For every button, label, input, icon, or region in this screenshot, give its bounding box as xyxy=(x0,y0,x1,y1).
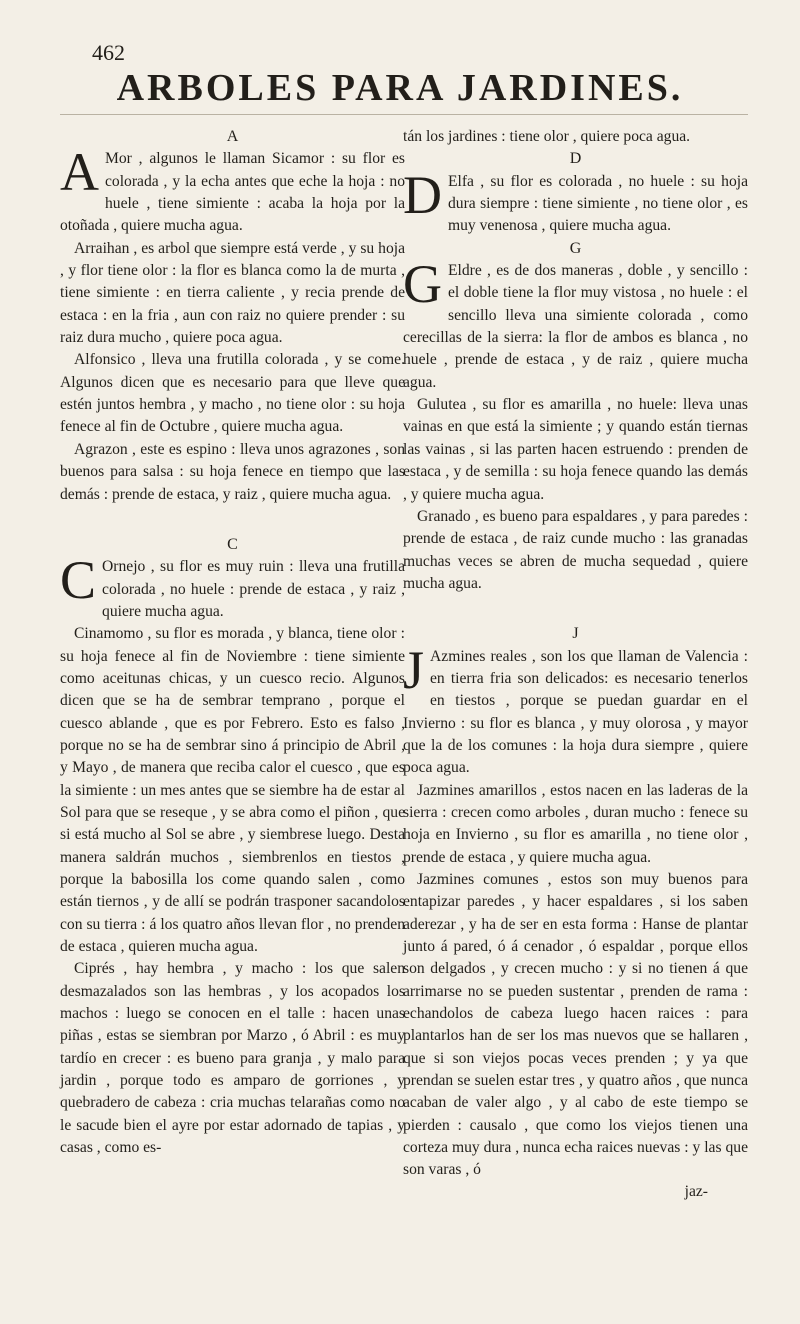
right-column xyxy=(403,126,748,1202)
entry-gulutea: Gulutea , su flor es amarilla , no huele: lleva unas vainas en que está la simiente ; y quando están tiernas las vainas , si las parten hacen estruendo : prenden de estaca , y de semilla : su hoja fenece quando las demás , y quiere mucha agua. xyxy=(403,396,748,503)
entry-amor: A Mor , algunos le llaman Sicamor : su flor es colorada , y la echa antes que eche la hoja : no huele , tiene simiente : acaba la hoja por la otoñada , quiere mucha agua. xyxy=(60,142,405,235)
entry-cornejo: C Ornejo , su flor es muy ruin : lleva una frutilla colorada , no huele : prende de estaca , y raiz , quiere mucha agua. xyxy=(60,550,405,620)
section-letter-a: A xyxy=(226,128,239,145)
entry-alfonsico: Alfonsico , lleva una frutilla colorada , y se come. Algunos dicen que es necesario para que lleve que estén juntos hembra , y macho , no tiene olor : su hoja fenece al fin de Octubre , quiere mucha agua. xyxy=(60,351,405,436)
header-rule xyxy=(60,114,748,115)
entry-arraihan: Arraihan , es arbol que siempre está verde , y su hoja , y flor tiene olor : la flor es blanca como la de murta , tiene simiente : en tierra caliente , y recia prende de estaca : en la fria , aun con raiz no quiere prender : su raiz dura mucho , quiere poca agua. xyxy=(60,239,405,347)
dropcap-j: J xyxy=(403,639,425,700)
section-letter-c: C xyxy=(227,535,238,553)
dropcap-a: A xyxy=(60,142,99,203)
entry-geldre: G Eldre , es de dos maneras , doble , y sencillo : el doble tiene la flor muy vistosa , no huele : el sencillo lleva una simiente colorada , como cerecillas de la sierra: la flor de ambos es blanca , no huele , prende de estaca , y de raiz , quiere mucha agua. xyxy=(403,254,748,391)
entry-granado: Granado , es bueno para espaldares , y para paredes : prende de estaca , de raiz cunde mucho : las granadas muchas veces se abren de mucha sequedad , quiere mucha agua. xyxy=(403,507,748,592)
entry-agrazon: Agrazon , este es espino : lleva unos agrazones , son buenos para salsa : su hoja fenece en tiempo que las demás : prende de estaca, y raiz , quiere mucha agua. xyxy=(60,440,405,503)
section-letter-g: G xyxy=(569,239,582,257)
catchword: jaz- xyxy=(684,1182,708,1200)
entry-delfa: D Elfa , su flor es colorada , no huele : su hoja dura siempre : tiene simiente , no tiene olor , es muy venenosa , quiere mucha agua. xyxy=(403,164,748,235)
entry-jazmines-comunes: Jazmines comunes , estos son muy buenos para entapizar paredes , y hacer espaldares , si los saben aderezar , y ha de ser en esta forma : Hanse de plantar junto á pared, ó á cenador , ó espaldar , porque ellos son delgados , y crecen mucho : y si no tienen á que arrimarse no se pueden sustentar , prenden de rama : echandolos de cabeza luego hacen raices : para plantarlos han de ser los mas nuevos que se hallaren , que si son viejos pocas veces prenden ; y ya que prendan se suelen estar tres , y quatro años , que nunca acaban de valer algo , y al cabo de este tiempo se pierden : causalo , que como los viejos tienen una corteza muy dura , nunca echa raices nuevas : y las que son varas , ó xyxy=(403,871,748,1179)
dropcap-g: G xyxy=(403,254,442,315)
left-column xyxy=(60,126,405,1159)
running-title: ARBOLES PARA JARDINES. xyxy=(116,67,684,109)
entry-jazmines-amarillos: Jazmines amarillos , estos nacen en las laderas de la sierra : crecen como arboles , duran mucho : fenece su hoja en Invierno , su flor es amarilla , no tiene olor , prende de estaca , y quiere mucha agua. xyxy=(403,781,748,866)
dropcap-d: D xyxy=(403,164,442,225)
page-number: 462 xyxy=(92,40,125,65)
entry-cinamomo: Cinamomo , su flor es morada , y blanca, tiene olor : su hoja fenece al fin de Noviembre : tiene simiente como aceitunas chicas, y un cuesco recio. Algunos dicen que se ha de sembrar temprano , porque el cuesco ablande , que es por Febrero. Esto es falso , porque no se ha de sembrar sino á principio de Abril , y Mayo , de manera que reciba calor el cuesco , que es la simiente : un mes antes que se siembre ha de estar al Sol para que se reseque , y se abra como el piñon , que si está mucho al Sol se abre , y siembrese luego. Desta manera saldrán muchos , siembrenlos en tiestos , porque la babosilla los come quando salen , como están tiernos , y de allí se podrán trasponer sacandolos con su tierra : á los quatro años llevan flor , no prenden de estaca , quieren mucha agua. xyxy=(60,625,405,956)
entry-jazmines-reales: J Azmines reales , son los que llaman de Valencia : en tierra fria son delicados: es necesario tenerlos en tiestos , porque se puedan guardar en el Invierno : su flor es blanca , y muy olorosa , y mayor que la de los comunes : la hoja dura siempre , quiere poca agua. xyxy=(403,639,748,777)
continuation-text: tán los jardines : tiene olor , quiere poca agua. xyxy=(403,128,691,145)
dropcap-c: C xyxy=(60,550,97,611)
entry-cipres: Ciprés , hay hembra , y macho : los que salen desmazalados son las hembras , y los acopados los machos : luego se conocen en el talle : hacen unas piñas , estas se siembran por Marzo , ó Abril : es muy tardío en crecer : es bueno para granja , y malo para jardin , porque todo es amparo de gorriones , y quebradero de cabeza : cria muchas telarañas como no le sacude bien el ayre por estar adornado de tapias , y casas , como es- xyxy=(60,960,405,1157)
section-letter-j: J xyxy=(572,625,579,643)
section-letter-d: D xyxy=(569,150,582,168)
